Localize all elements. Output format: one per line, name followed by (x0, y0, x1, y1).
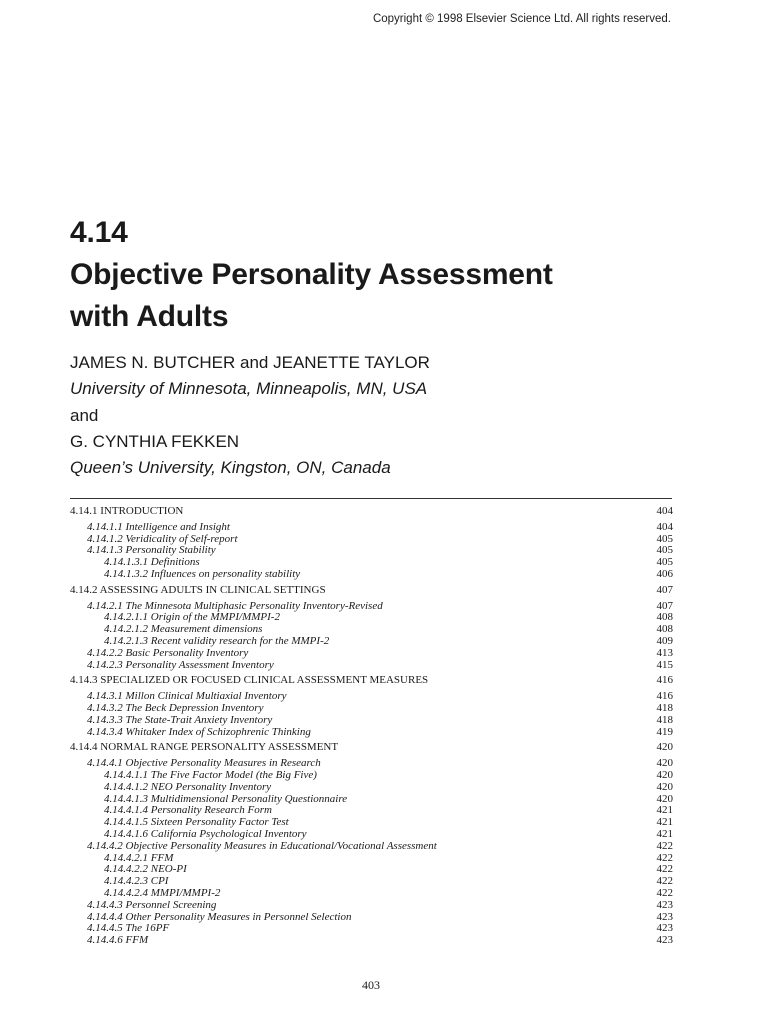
toc-entry-page: 423 (656, 910, 673, 923)
toc-entry (70, 506, 673, 518)
toc-entry-page: 405 (656, 544, 673, 557)
chapter-number: 4.14 (70, 216, 128, 249)
toc-entry-page: 413 (656, 646, 673, 659)
toc-entry-page: 408 (656, 611, 673, 624)
toc-entry-page: 405 (656, 556, 673, 569)
toc-entry-label: 4.14.4.5 The 16PF (87, 922, 170, 935)
toc-entry-label: 4.14.1.3.1 Definitions (104, 556, 200, 569)
toc-entry-page: 409 (656, 634, 673, 647)
toc-entry-page: 423 (656, 898, 673, 911)
toc-entry-label: 4.14.2.3 Personality Assessment Inventory (87, 658, 274, 671)
toc-entry-label: 4.14.1.3.2 Influences on personality stability (104, 567, 301, 580)
toc-entry-page: 418 (656, 701, 673, 714)
chapter-heading (70, 212, 553, 338)
table-of-contents (70, 506, 673, 947)
chapter-title-line-2: with Adults (70, 300, 229, 333)
toc-entry-label: 4.14.2.2 Basic Personality Inventory (87, 646, 249, 659)
toc-entry-label: 4.14.1.3 Personality Stability (87, 544, 216, 557)
primary-affiliation: University of Minnesota, Minneapolis, MN, USA (70, 379, 428, 398)
toc-entry (70, 585, 673, 597)
secondary-affiliation: Queen’s University, Kingston, ON, Canada (70, 458, 391, 477)
toc-entry-page: 404 (656, 505, 673, 517)
toc-entry (70, 935, 673, 947)
toc-entry-label: 4.14.3 SPECIALIZED OR FOCUSED CLINICAL ASSESSMENT MEASURES (70, 674, 429, 687)
toc-entry-page: 422 (656, 839, 673, 852)
toc-entry-label: 4.14.2.1.3 Recent validity research for the MMPI-2 (104, 634, 330, 647)
toc-entry-page: 420 (656, 792, 673, 805)
toc-entry-label: 4.14.3.1 Millon Clinical Multiaxial Inventory (87, 690, 287, 703)
toc-entry-label: 4.14.4.2.4 MMPI/MMPI-2 (104, 886, 221, 899)
toc-entry-page: 422 (656, 875, 673, 888)
toc-entry (70, 648, 673, 660)
toc-entry-label: 4.14.4.2.1 FFM (104, 851, 174, 864)
toc-entry-label: 4.14.2.1.1 Origin of the MMPI/MMPI-2 (104, 611, 280, 624)
toc-entry-page: 423 (656, 922, 673, 935)
page-number: 403 (362, 978, 380, 992)
toc-entry-label: 4.14.4.1 Objective Personality Measures in Research (87, 757, 321, 770)
toc-entry-label: 4.14.4.1.5 Sixteen Personality Factor Test (104, 816, 289, 829)
toc-entry (70, 703, 673, 715)
copyright-notice: Copyright © 1998 Elsevier Science Ltd. All rights reserved. (372, 13, 671, 25)
toc-entry-label: 4.14.3.4 Whitaker Index of Schizophrenic Thinking (87, 725, 311, 738)
toc-entry-page: 407 (656, 599, 673, 612)
toc-entry (70, 715, 673, 727)
toc-entry-page: 423 (656, 934, 673, 947)
toc-entry-page: 419 (656, 725, 673, 738)
toc-entry-label: 4.14.4.1.6 California Psychological Inventory (104, 827, 307, 840)
toc-entry-page: 416 (656, 690, 673, 703)
toc-entry-label: 4.14.1.2 Veridicality of Self-report (87, 532, 238, 545)
toc-entry (70, 841, 673, 853)
toc-entry (70, 569, 673, 581)
toc-entry-page: 421 (656, 816, 673, 829)
toc-entry-label: 4.14.4.1.1 The Five Factor Model (the Big Five) (104, 768, 317, 781)
toc-entry (70, 782, 673, 794)
toc-entry-label: 4.14.4.1.3 Multidimensional Personality Questionnaire (104, 792, 348, 805)
toc-entry-page: 418 (656, 713, 673, 726)
toc-entry-page: 422 (656, 851, 673, 864)
toc-entry (70, 923, 673, 935)
toc-entry-page: 422 (656, 886, 673, 899)
toc-entry-label: 4.14.1 INTRODUCTION (70, 505, 184, 517)
toc-entry (70, 522, 673, 534)
toc-entry (70, 900, 673, 912)
section-divider (70, 498, 672, 499)
toc-entry-page: 408 (656, 623, 673, 636)
toc-entry-page: 405 (656, 532, 673, 545)
toc-entry-page: 420 (656, 768, 673, 781)
toc-entry-page: 421 (656, 804, 673, 817)
toc-entry-label: 4.14.2.1.2 Measurement dimensions (104, 623, 263, 636)
toc-entry (70, 675, 673, 687)
toc-entry-label: 4.14.4.4 Other Personality Measures in Personnel Selection (87, 910, 352, 923)
secondary-author: G. CYNTHIA FEKKEN (70, 432, 240, 451)
toc-entry-page: 416 (656, 674, 673, 687)
toc-entry-page: 420 (656, 780, 673, 793)
toc-entry-page: 404 (656, 520, 673, 533)
toc-entry-label: 4.14.4.1.4 Personality Research Form (104, 804, 272, 817)
toc-entry-label: 4.14.4.2 Objective Personality Measures in Educational/Vocational Assessment (87, 839, 437, 852)
toc-entry-label: 4.14.1.1 Intelligence and Insight (87, 520, 230, 533)
toc-entry-label: 4.14.3.3 The State-Trait Anxiety Inventory (87, 713, 273, 726)
toc-entry-label: 4.14.2 ASSESSING ADULTS IN CLINICAL SETTINGS (70, 583, 326, 596)
toc-entry-page: 420 (656, 757, 673, 770)
toc-entry (70, 660, 673, 672)
toc-entry-page: 421 (656, 827, 673, 840)
chapter-title-line-1: Objective Personality Assessment (70, 258, 553, 291)
toc-entry-label: 4.14.4 NORMAL RANGE PERSONALITY ASSESSMENT (70, 741, 339, 754)
author-conjunction: and (70, 406, 99, 425)
toc-entry-page: 422 (656, 863, 673, 876)
toc-entry-label: 4.14.2.1 The Minnesota Multiphasic Personality Inventory-Revised (87, 599, 383, 612)
toc-entry-label: 4.14.4.3 Personnel Screening (87, 898, 217, 911)
toc-entry-label: 4.14.4.2.2 NEO-PI (104, 863, 187, 876)
toc-entry-label: 4.14.4.6 FFM (87, 934, 149, 947)
toc-entry (70, 742, 673, 754)
toc-entry-page: 415 (656, 658, 673, 671)
toc-entry-label: 4.14.4.2.3 CPI (104, 875, 169, 888)
toc-entry-page: 407 (656, 583, 673, 596)
toc-entry-page: 420 (656, 741, 673, 754)
toc-entry-page: 406 (656, 567, 673, 580)
toc-entry (70, 636, 673, 648)
toc-entry (70, 888, 673, 900)
toc-entry (70, 727, 673, 739)
primary-authors: JAMES N. BUTCHER and JEANETTE TAYLOR (70, 353, 430, 372)
toc-entry-label: 4.14.4.1.2 NEO Personality Inventory (104, 780, 272, 793)
toc-entry (70, 829, 673, 841)
toc-entry-label: 4.14.3.2 The Beck Depression Inventory (87, 701, 264, 714)
toc-entry (70, 770, 673, 782)
author-block (70, 350, 430, 481)
